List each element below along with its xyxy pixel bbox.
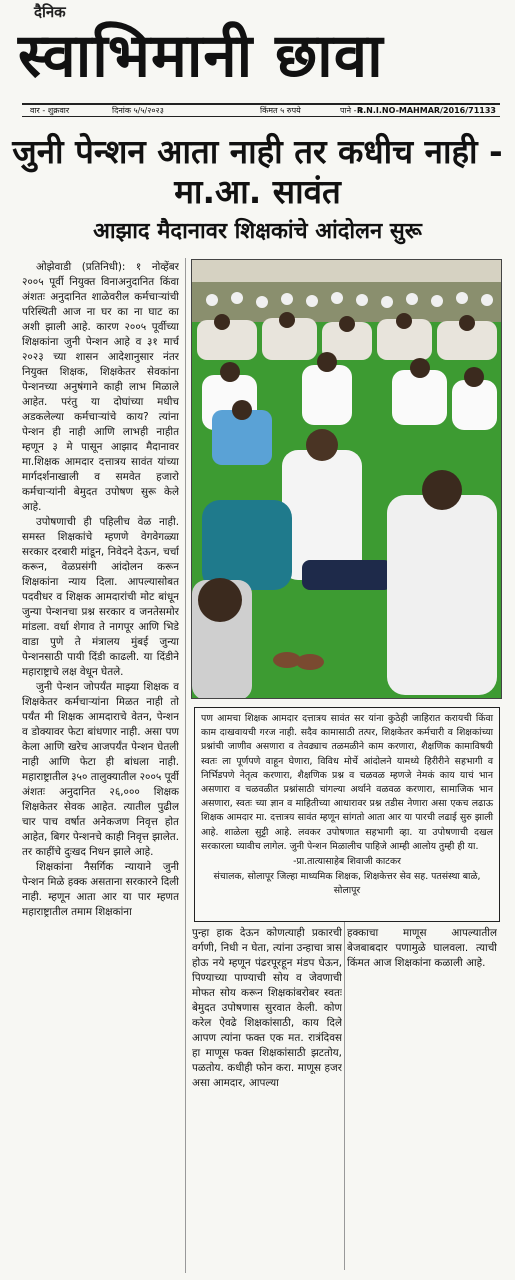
paper-name: स्वाभिमानी छावा xyxy=(18,21,384,91)
protest-photo xyxy=(191,259,502,699)
article-headline: जुनी पेन्शन आता नाही तर कधीच नाही - मा.आ. सावंत xyxy=(12,132,503,211)
issue-info-bar xyxy=(22,103,500,117)
paragraph: हक्काचा माणूस आपल्यातील बेजबाबदार पणामुळे घालवला. त्याची किंमत आज शिक्षकांना कळाली आहे. xyxy=(347,927,497,969)
article-subheadline: आझाद मैदानावर शिक्षकांचे आंदोलन सुरू xyxy=(93,219,422,244)
rni-number: R.N.I.NO-MAHMAR/2016/71133 xyxy=(356,106,496,115)
paragraph: जुनी पेन्शन जोपर्यंत माझ्या शिक्षक व शिक्षकेतर कर्मचाऱ्यांना मिळत नाही तो पर्यंत मी शिक्षक आमदाराचे वेतन, पेन्शन व डोक्यावर फेटा बांधणार नाही. असा पण केला आणि खरेच आजपर्यंत पेन्शन घेतली नाही आणि फेटा ही बांधला नाही. महाराष्ट्रातील ३५० तालुक्यातील २००५ पूर्वी अंशतः अनुदानित २६,००० शिक्षक शिक्षकेतर सेवक आहेत. त्यातील पुढील चार पाच वर्षात अनेकजण निवृत्त होत आहेत, बिगर पेन्शनचे काही निवृत्त झालेत. तर काहींचे दुःखद निधन झाले आहे. xyxy=(22,681,179,858)
column-rule xyxy=(185,258,186,1273)
paragraph: पुन्हा हाक देऊन कोणत्याही प्रकारची वर्गणी, निधी न घेता, त्यांना उन्हाचा त्रास होऊ नये म्हणून पंढरपूरहून मंडप घेऊन, पिण्याच्या पाण्याची सोय व जेवणाची मोफत सोय करून शिक्षकांबरोबर स्वतः बेमुदत उपोषणास सुरवात केली. कोण करेल ऐवढे शिक्षकांसाठी, काय दिले आपण त्यांना फक्त एक मत. रात्रंदिवस हा माणूस फक्त शिक्षकांसाठी झटतोय, पळतोय. कधीही फोन करा. माणूस हजर असा आमदार, आपल्या xyxy=(192,927,342,1089)
protest-photo-illustration xyxy=(192,260,502,699)
paragraph: ओझेवाडी (प्रतिनिधी): १ नोव्हेंबर २००५ पूर्वी नियुक्त विनाअनुदानित किंवा अंशतः अनुदानित शाळेवरील कर्मचाऱ्यांची परिस्थिती आज ना घर का ना घाट का अशी झाली आहे. कारण २००५ पूर्वीच्या शिक्षकांना जुनी पेन्शन आहे व ३१ मार्च २०२३ च्या शासन आदेशानुसार नंतर नियुक्त शिक्षक, शिक्षकेतर सेवकांना पेन्शनच्या अनुषंगाने काही लाभ मिळाले आहेत. परंतु या दोघांच्या मधीच अडकलेल्या कर्मचाऱ्यांचे काय? त्यांना पेन्शन ही नाही आणि लाभही नाहीत म्हणून ३ मे पासून आझाद मैदानावर मा.शिक्षक आमदार दत्तात्रय सावंत यांच्या मार्गदर्शनाखाली व समवेत हजारो कर्मचाऱ्यांनी बेमुदत उपोषण सुरू केले आहे. xyxy=(22,261,179,513)
daily-label: दैनिक xyxy=(34,3,66,21)
article-column-2 xyxy=(192,926,342,1271)
quote-box xyxy=(194,707,500,922)
quote-signature-name: -प्रा.तात्यासाहेब शिवाजी काटकर xyxy=(293,856,401,868)
quote-text: पण आमचा शिक्षक आमदार दत्तात्रय सावंत सर यांना कुठेही जाहिरात करायची किंवा काम दाखवायची गरज नाही. सदैव कामासाठी तत्पर, शिक्षकेतर कर्मचारी व शिक्षकांच्या प्रश्नांची जाणीव असणारा व तेवढ्याच तळमळीने काम करणारा, शैक्षणिक कामाविषयी स्वतः ला पूर्णपणे वाहून घेणारा, विविध मोर्चे आंदोलने यामध्ये हिरीरीने सहभागी व निर्भिडपणे नेतृत्व करणारा, शैक्षणिक प्रश्न व चळवळ म्हणजे नेमकं काय याचं भान असणारा व चळवळीत प्रश्नांसाठी चांगल्या अर्थाने वळवळ करणारा, सामाजिक भान असणारा, स्वतः च्या ज्ञान व माहितीच्या आधारावर प्रश्न तडीस नेणारा असा एकच लढाऊ शिक्षक आमदार मा. दत्तात्रय सावंत म्हणून सांगतो आता आर या पारची लढाई सुरु झाली आहे. शाळेला सुट्टी आहे. लवकर उपोषणात सहभागी व्हा. या उपोषणाची दखल सरकारला घ्यावीच लागेल. जुनी पेन्शन मिळालीच पाहिजे आम्ही आलोय तुम्ही ही या. xyxy=(201,713,493,852)
masthead xyxy=(0,0,515,100)
issue-price: किंमत ५ रुपये xyxy=(260,106,301,115)
column-rule xyxy=(344,920,345,1270)
paragraph: उपोषणाची ही पहिलीच वेळ नाही. समस्त शिक्षकांचे म्हणणे वेगवेगळ्या सरकार दरबारी मांडून, निवेदने देऊन, चर्चा करून, वेळप्रसंगी आंदोलन करून शिक्षकांना न्याय दिला. आपल्यासोबत पदवीधर व शिक्षक आमदारांची मोट बांधून जुन्या पेन्शनचा प्रश्न सरकार व जनतेसमोर मांडला. वर्धा शेगाव ते नागपूर आणि भिडे वाडा पुणे ते मंत्रालय मुंबई जुन्या पेन्शनसाठी पायी दिंडी काढली. या दिंडीने महाराष्ट्राचे लक्ष वेधून घेतले. xyxy=(22,516,179,678)
paragraph: शिक्षकांना नैसर्गिक न्यायाने जुनी पेन्शन मिळे हक्क असताना सरकारने दिली नाही. म्हणून आता आर या पार म्हणत महाराष्ट्रातील तमाम शिक्षकांना xyxy=(22,861,179,918)
issue-day: वार - शुक्रवार xyxy=(30,106,70,115)
quote-signature-title: संचालक, सोलापूर जिल्हा माध्यमिक शिक्षक, शिक्षकेत्तर सेव सह. पतसंस्था बाळे, सोलापूर xyxy=(213,871,481,897)
article-column-1 xyxy=(22,260,179,1275)
article-column-3 xyxy=(347,926,497,1011)
issue-date: दिनांक ५/५/२०२३ xyxy=(112,106,164,115)
issue-pages: पाने - ४ xyxy=(340,106,364,115)
